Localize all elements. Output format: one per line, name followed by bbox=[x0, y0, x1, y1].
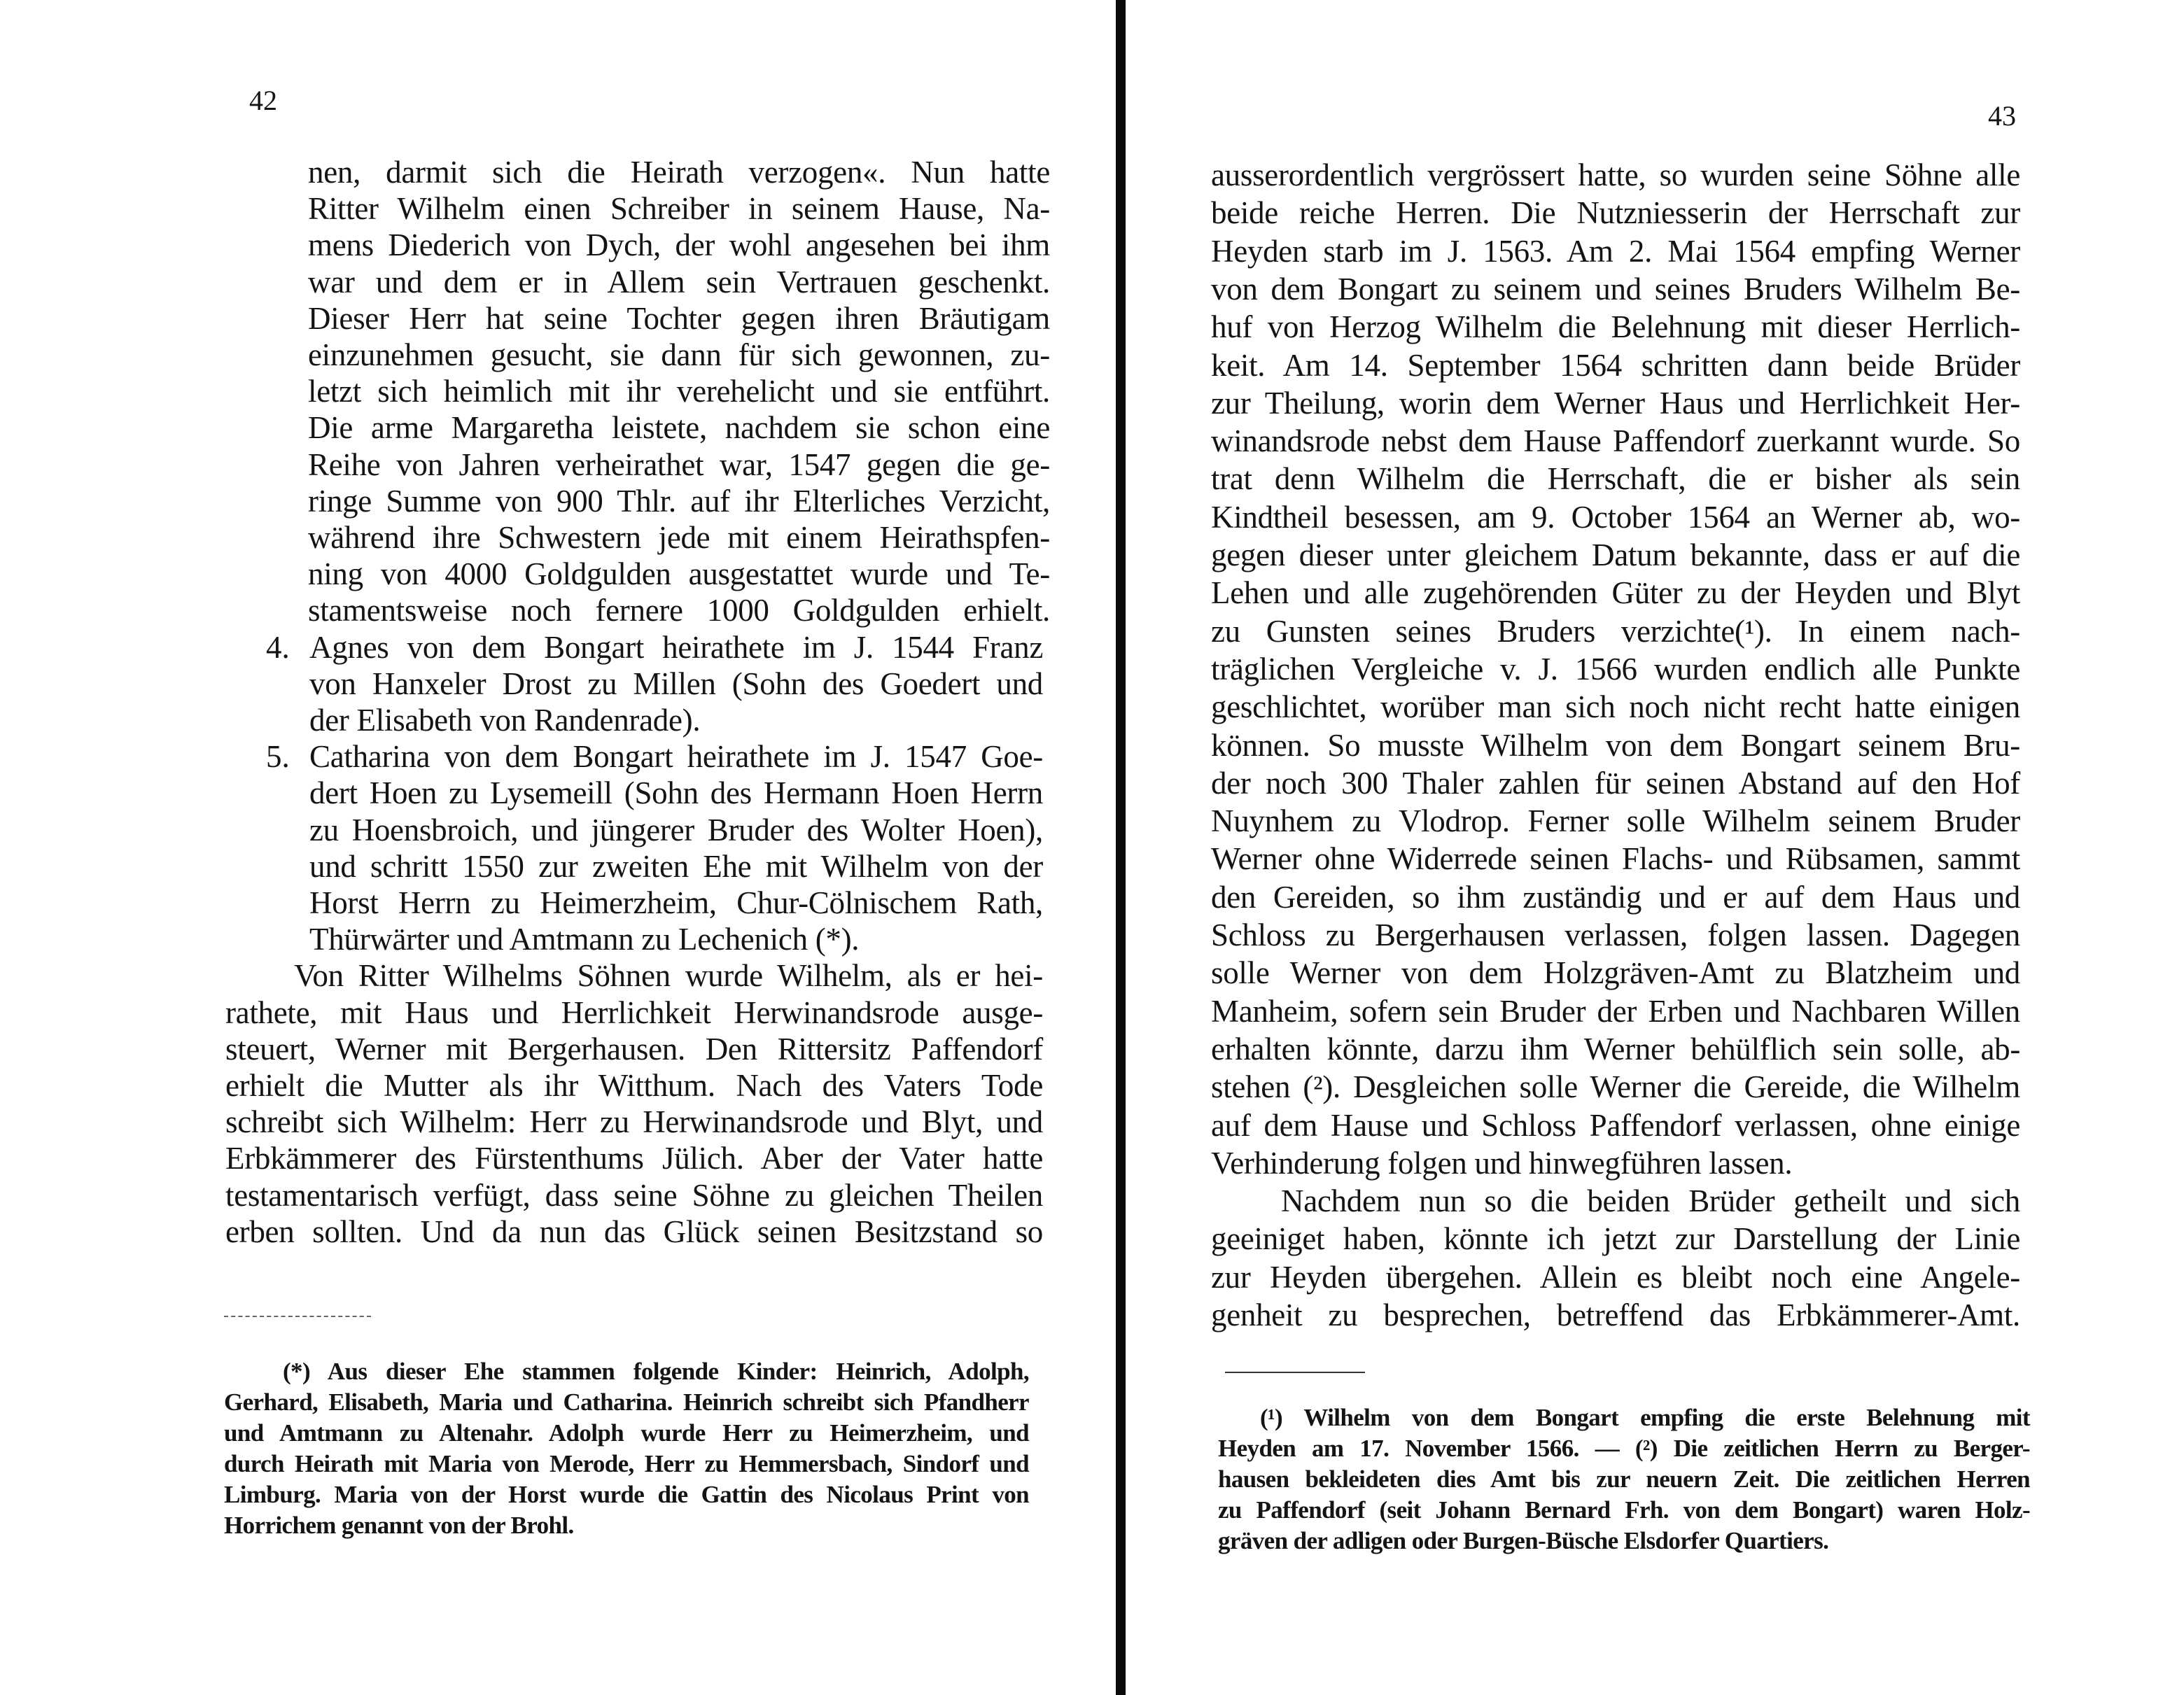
footnote-line: (¹) Wilhelm von dem Bongart empfing die erste Belehnung mit bbox=[1260, 1404, 2030, 1431]
text-line: den Gereiden, so ihm zuständig und er auf dem Haus und bbox=[1211, 879, 2020, 915]
text-line: während ihre Schwestern jede mit einem Heirathspfen- bbox=[308, 520, 1050, 555]
text-line: Lehen und alle zugehörenden Güter zu der Heyden und Blyt bbox=[1211, 575, 2020, 611]
text-line: träglichen Vergleiche v. J. 1566 wurden endlich alle Punkte bbox=[1211, 651, 2020, 687]
text-line: solle Werner von dem Holzgräven-Amt zu Blatzheim und bbox=[1211, 955, 2020, 991]
text-line: geschlichtet, worüber man sich noch nicht recht hatte einigen bbox=[1211, 689, 2020, 725]
text-line: schreibt sich Wilhelm: Herr zu Herwinandsrode und Blyt, und bbox=[225, 1104, 1043, 1140]
text-line: ning von 4000 Goldgulden ausgestattet wurde und Te- bbox=[308, 556, 1050, 592]
text-line: Thürwärter und Amtmann zu Lechenich (*). bbox=[309, 922, 860, 957]
left-footnote-rule bbox=[224, 1316, 371, 1317]
text-line: keit. Am 14. September 1564 schritten dann beide Brüder bbox=[1211, 347, 2020, 383]
text-line: Catharina von dem Bongart heirathete im J. 1547 Goe- bbox=[309, 739, 1043, 775]
text-line: Reihe von Jahren verheirathet war, 1547 gegen die ge- bbox=[308, 446, 1050, 482]
text-line: steuert, Werner mit Bergerhausen. Den Rittersitz Paffendorf bbox=[225, 1031, 1043, 1067]
text-line: rathete, mit Haus und Herrlichkeit Herwinandsrode ausge- bbox=[225, 994, 1043, 1030]
text-line: ringe Summe von 900 Thlr. auf ihr Elterliches Verzicht, bbox=[308, 483, 1050, 519]
footnote-line: Heyden am 17. November 1566. — (²) Die zeitlichen Herrn zu Berger- bbox=[1218, 1435, 2030, 1462]
text-line: letzt sich heimlich mit ihr verehelicht und sie entführt. bbox=[308, 374, 1050, 409]
text-line: Dieser Herr hat seine Tochter gegen ihren Bräutigam bbox=[308, 300, 1050, 336]
footnote-line: Limburg. Maria von der Horst wurde die Gattin des Nicolaus Print von bbox=[224, 1481, 1029, 1508]
text-line: und schritt 1550 zur zweiten Ehe mit Wilhelm von der bbox=[309, 848, 1043, 884]
text-line: der noch 300 Thaler zahlen für seinen Abstand auf den Hof bbox=[1211, 765, 2020, 801]
text-line: von dem Bongart zu seinem und seines Bruders Wilhelm Be- bbox=[1211, 271, 2020, 307]
footnote-line: durch Heirath mit Maria von Merode, Herr zu Hemmersbach, Sindorf und bbox=[224, 1450, 1029, 1477]
text-line: erhielt die Mutter als ihr Witthum. Nach des Vaters Tode bbox=[225, 1068, 1043, 1103]
text-line: winandsrode nebst dem Hause Paffendorf zuerkannt wurde. So bbox=[1211, 423, 2020, 459]
right-footnote-rule bbox=[1225, 1372, 1365, 1373]
text-line: mens Diederich von Dych, der wohl angesehen bei ihm bbox=[308, 227, 1050, 263]
text-line: huf von Herzog Wilhelm die Belehnung mit dieser Herrlich- bbox=[1211, 309, 2020, 345]
text-line: zu Gunsten seines Bruders verzichte(¹). In einem nach- bbox=[1211, 613, 2020, 649]
left-page-number: 42 bbox=[249, 85, 277, 116]
text-line: von Hanxeler Drost zu Millen (Sohn des Goedert und bbox=[309, 666, 1043, 701]
list-number-5: 5. bbox=[266, 739, 290, 775]
right-page-number: 43 bbox=[1988, 100, 2016, 132]
text-line: Manheim, sofern sein Bruder der Erben und Nachbaren Willen bbox=[1211, 993, 2020, 1029]
footnote-line: Horrichem genannt von der Brohl. bbox=[224, 1512, 574, 1539]
text-line: zur Theilung, worin dem Werner Haus und Herrlichkeit Her- bbox=[1211, 385, 2020, 421]
text-line: geeiniget haben, könnte ich jetzt zur Darstellung der Linie bbox=[1211, 1221, 2020, 1257]
text-line: nen, darmit sich die Heirath verzogen«. Nun hatte bbox=[308, 155, 1050, 190]
book-gutter-line bbox=[1116, 0, 1126, 1695]
text-line: Horst Herrn zu Heimerzheim, Chur-Cölnischem Rath, bbox=[309, 885, 1043, 920]
text-line: zur Heyden übergehen. Allein es bleibt noch eine Angele- bbox=[1211, 1259, 2020, 1295]
text-line: beide reiche Herren. Die Nutzniesserin der Herrschaft zur bbox=[1211, 195, 2020, 231]
text-line: einzunehmen gesucht, sie dann für sich gewonnen, zu- bbox=[308, 337, 1050, 372]
text-line: zu Hoensbroich, und jüngerer Bruder des Wolter Hoen), bbox=[309, 812, 1043, 848]
text-line: gegen dieser unter gleichem Datum bekannte, dass er auf die bbox=[1211, 537, 2020, 572]
text-line: auf dem Hause und Schloss Paffendorf verlassen, ohne einige bbox=[1211, 1107, 2020, 1143]
text-line: genheit zu besprechen, betreffend das Erbkämmerer-Amt. bbox=[1211, 1297, 2020, 1332]
text-line: erben sollten. Und da nun das Glück seinen Besitzstand so bbox=[225, 1214, 1043, 1249]
footnote-line: und Amtmann zu Altenahr. Adolph wurde Herr zu Heimerzheim, und bbox=[224, 1419, 1029, 1447]
text-line: war und dem er in Allem sein Vertrauen geschenkt. bbox=[308, 264, 1050, 300]
text-line: Schloss zu Bergerhausen verlassen, folgen lassen. Dagegen bbox=[1211, 917, 2020, 952]
text-line: der Elisabeth von Randenrade). bbox=[309, 703, 701, 738]
list-number-4: 4. bbox=[266, 629, 290, 665]
text-line: Die arme Margaretha leistete, nachdem sie schon eine bbox=[308, 410, 1050, 446]
text-line: ausserordentlich vergrössert hatte, so wurden seine Söhne alle bbox=[1211, 157, 2020, 192]
text-line: testamentarisch verfügt, dass seine Söhne zu gleichen Theilen bbox=[225, 1177, 1043, 1213]
text-line: Agnes von dem Bongart heirathete im J. 1544 Franz bbox=[309, 629, 1043, 665]
text-line: Von Ritter Wilhelms Söhnen wurde Wilhelm, als er hei- bbox=[294, 958, 1043, 994]
text-line: erhalten könnte, darzu ihm Werner behülflich sein solle, ab- bbox=[1211, 1031, 2020, 1067]
text-line: dert Hoen zu Lysemeill (Sohn des Hermann Hoen Herrn bbox=[309, 775, 1043, 811]
text-line: Ritter Wilhelm einen Schreiber in seinem Hause, Na- bbox=[308, 191, 1050, 227]
text-line: trat denn Wilhelm die Herrschaft, die er bisher als sein bbox=[1211, 461, 2020, 497]
text-line: stamentsweise noch fernere 1000 Goldgulden erhielt. bbox=[308, 593, 1050, 628]
text-line: Kindtheil besessen, am 9. October 1564 an Werner ab, wo- bbox=[1211, 499, 2020, 535]
text-line: Nachdem nun so die beiden Brüder getheilt und sich bbox=[1281, 1183, 2020, 1219]
footnote-line: hausen bekleideten dies Amt bis zur neuern Zeit. Die zeitlichen Herren bbox=[1218, 1465, 2030, 1493]
footnote-line: gräven der adligen oder Burgen-Büsche Elsdorfer Quartiers. bbox=[1218, 1527, 1829, 1554]
text-line: Verhinderung folgen und hinwegführen lassen. bbox=[1211, 1145, 1793, 1181]
text-line: stehen (²). Desgleichen solle Werner die Gereide, die Wilhelm bbox=[1211, 1069, 2020, 1105]
footnote-line: Gerhard, Elisabeth, Maria und Catharina. Heinrich schreibt sich Pfandherr bbox=[224, 1388, 1029, 1416]
text-line: Werner ohne Widerrede seinen Flachs- und Rübsamen, sammt bbox=[1211, 841, 2020, 877]
text-line: können. So musste Wilhelm von dem Bongart seinem Bru- bbox=[1211, 727, 2020, 763]
footnote-line: zu Paffendorf (seit Johann Bernard Frh. von dem Bongart) waren Holz- bbox=[1218, 1496, 2030, 1524]
text-line: Nuynhem zu Vlodrop. Ferner solle Wilhelm seinem Bruder bbox=[1211, 803, 2020, 839]
text-line: Erbkämmerer des Fürstenthums Jülich. Aber der Vater hatte bbox=[225, 1141, 1043, 1176]
text-line: Heyden starb im J. 1563. Am 2. Mai 1564 empfing Werner bbox=[1211, 233, 2020, 269]
footnote-line: (*) Aus dieser Ehe stammen folgende Kinder: Heinrich, Adolph, bbox=[283, 1358, 1029, 1385]
